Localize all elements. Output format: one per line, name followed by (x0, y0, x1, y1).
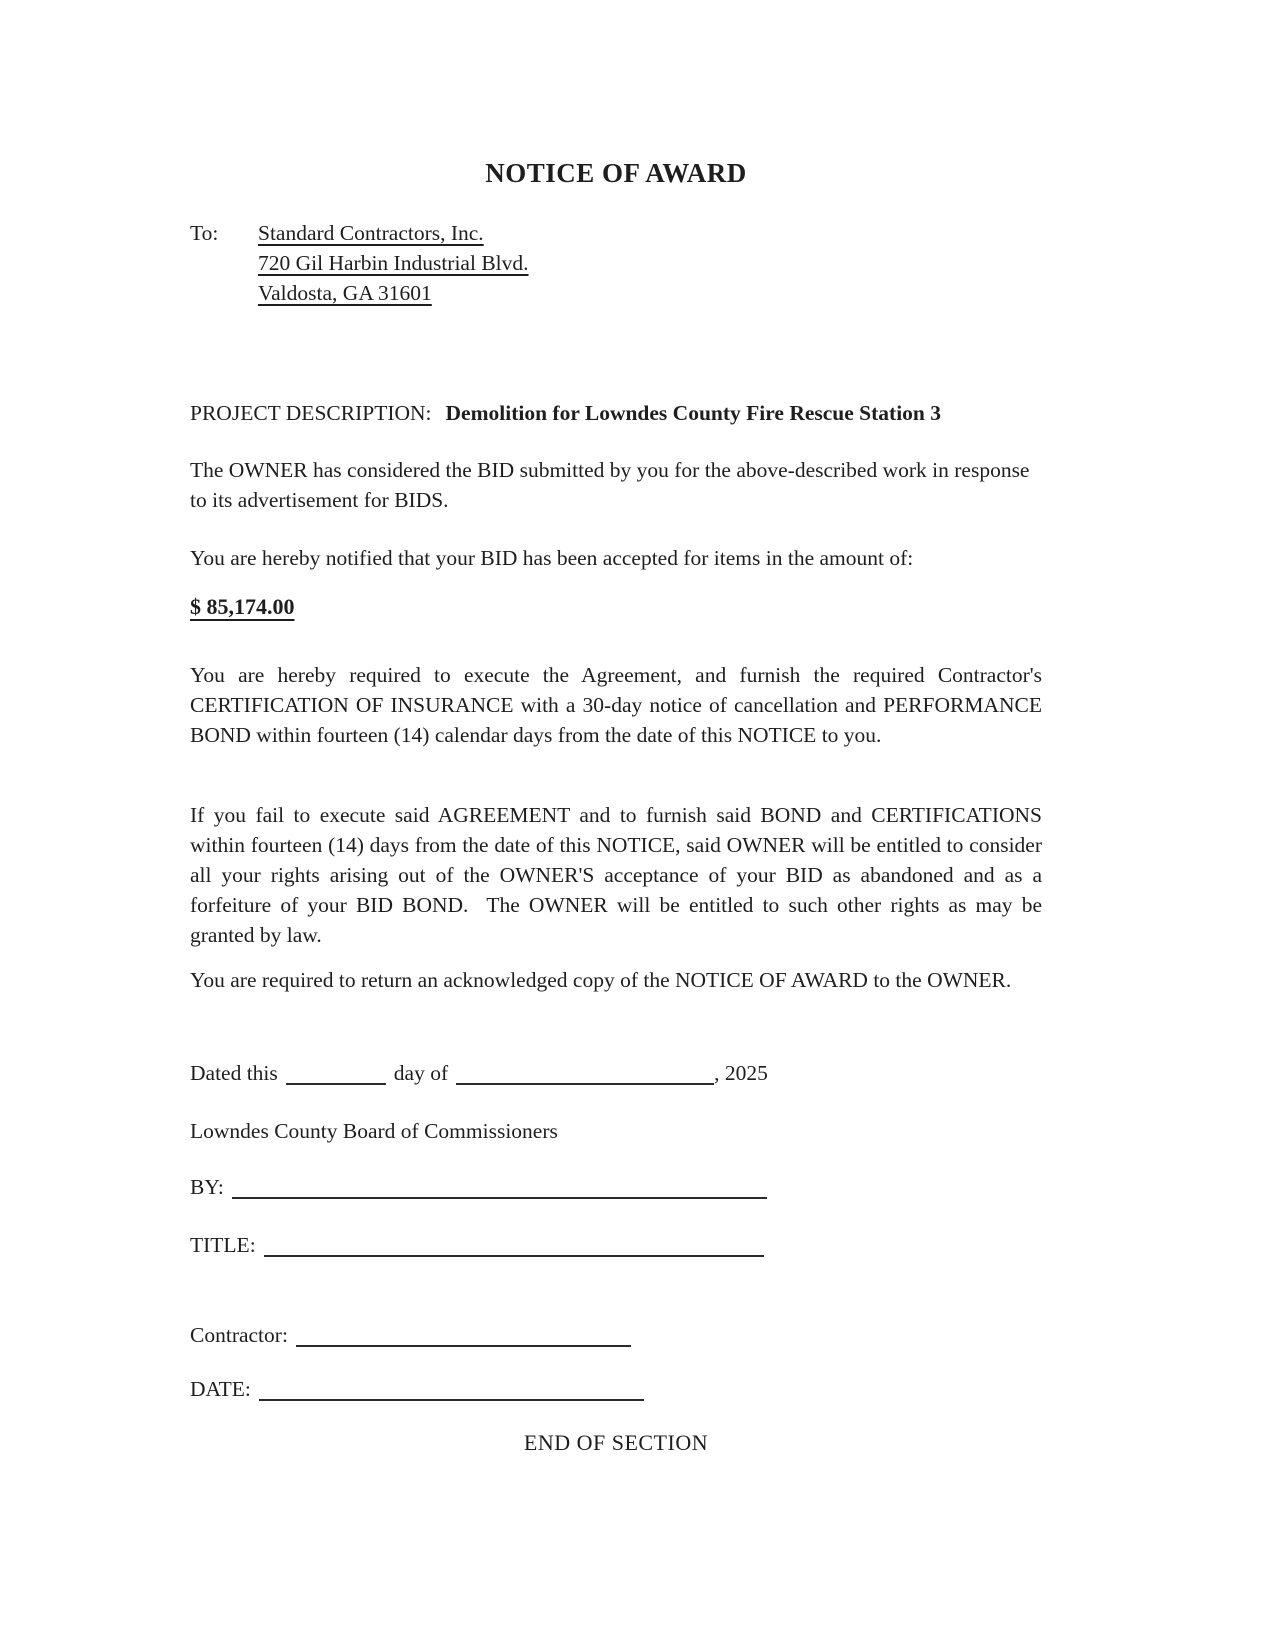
by-label: BY: (190, 1175, 224, 1199)
paragraph-return-copy: You are required to return an acknowledged copy of the NOTICE OF AWARD to the OWNER. (190, 968, 1012, 992)
recipient-block (190, 218, 1042, 308)
dated-prefix: Dated this (190, 1061, 278, 1085)
date-signature-blank (259, 1379, 644, 1401)
dated-day-blank (286, 1063, 386, 1085)
recipient-city: Valdosta, GA 31601 (258, 281, 432, 305)
paragraph-owner-considered: The OWNER has considered the BID submitted by you for the above-described work in response to its advertisement for BIDS. (190, 458, 1030, 512)
contractor-signature-blank (296, 1325, 631, 1347)
recipient-address (258, 218, 1042, 308)
award-amount-line (190, 592, 1042, 622)
board-of-commissioners-line: Lowndes County Board of Commissioners (190, 1119, 558, 1143)
project-description-label: PROJECT DESCRIPTION: (190, 401, 432, 425)
title-signature-blank (264, 1235, 764, 1257)
date-label: DATE: (190, 1377, 251, 1401)
paragraph-fail-to-execute: If you fail to execute said AGREEMENT and to furnish said BOND and CERTIFICATIONS within fourteen (14) days from the date of this NOTICE, said OWNER will be entitled to consider all your rights arising out of the OWNER'S acceptance of your BID as abandoned and as a forfeiture of your BID BOND. The OWNER will be entitled to such other rights as may be granted by law. (190, 803, 1042, 947)
dated-middle: day of (393, 1061, 449, 1085)
paragraph-bid-accepted: You are hereby notified that your BID has been accepted for items in the amount of: (190, 546, 914, 570)
recipient-name: Standard Contractors, Inc. (258, 221, 484, 245)
project-description-line (190, 398, 1042, 428)
title-signature-row (190, 1230, 1042, 1260)
end-of-section-text: END OF SECTION (523, 1430, 709, 1455)
project-description-value: Demolition for Lowndes County Fire Rescue Station 3 (445, 401, 942, 425)
title-label: TITLE: (190, 1233, 256, 1257)
by-signature-blank (232, 1177, 767, 1199)
document-title: NOTICE OF AWARD (485, 158, 747, 188)
dated-month-blank (456, 1063, 714, 1085)
by-signature-row (190, 1172, 1042, 1202)
to-label: To: (190, 221, 219, 245)
date-signature-row (190, 1374, 1042, 1404)
contractor-label: Contractor: (190, 1323, 288, 1347)
contractor-signature-row (190, 1320, 1042, 1350)
dated-line (190, 1058, 1042, 1088)
award-amount: $ 85,174.00 (190, 594, 295, 619)
recipient-street: 720 Gil Harbin Industrial Blvd. (258, 251, 529, 275)
dated-year-suffix: , 2025 (714, 1061, 768, 1085)
paragraph-execute-agreement: You are hereby required to execute the Agreement, and furnish the required Contractor's CERTIFICATION OF INSURANCE with a 30-day notice of cancellation and PERFORMANCE BOND within fourteen (14) calendar days from the date of this NOTICE to you. (190, 663, 1042, 747)
